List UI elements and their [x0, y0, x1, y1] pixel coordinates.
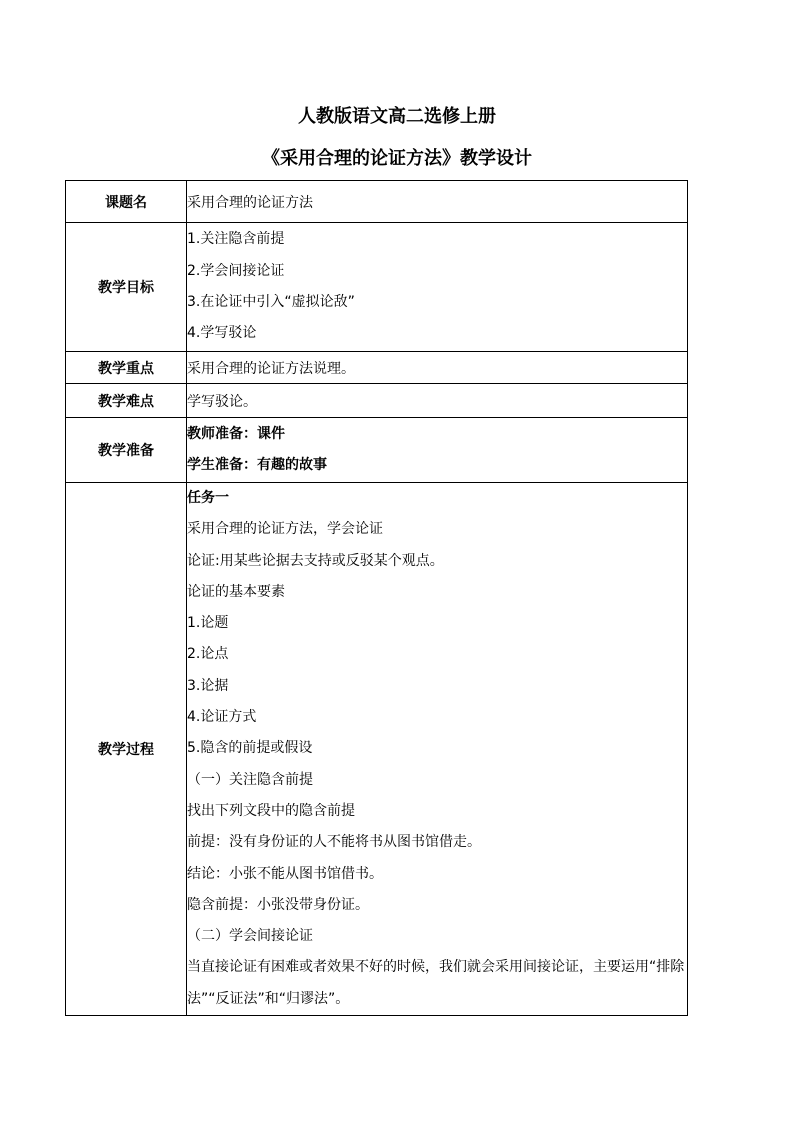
lesson-plan-table: [65, 180, 688, 1016]
label-difficulty: 教学难点: [66, 384, 187, 418]
process-line: 前提：没有身份证的人不能将书从图书馆借走。: [187, 834, 481, 851]
process-line: 论证:用某些论据去支持或反驳某个观点。: [187, 552, 444, 569]
process-line: 结论：小张不能从图书馆借书。: [187, 865, 383, 882]
value-process: [187, 483, 688, 1016]
label-goals: 教学目标: [66, 223, 187, 352]
process-line: 采用合理的论证方法，学会论证: [187, 521, 383, 538]
document-subtitle: 《采用合理的论证方法》教学设计: [262, 148, 532, 169]
table-row-difficulty: [66, 384, 688, 418]
goal-item: 4.学写驳论: [187, 325, 257, 342]
label-process: 教学过程: [66, 483, 187, 1016]
process-line: 找出下列文段中的隐含前提: [187, 802, 355, 819]
value-key-point: 采用合理的论证方法说理。: [187, 352, 688, 384]
process-line: 5.隐含的前提或假设: [187, 740, 313, 757]
table-row-key-point: [66, 352, 688, 384]
goal-item: 3.在论证中引入“虚拟论敌”: [187, 294, 355, 310]
label-key-point: 教学重点: [66, 352, 187, 384]
process-line: 3.论据: [187, 677, 229, 694]
table-row-topic: [66, 181, 688, 223]
process-line: （二）学会间接论证: [187, 928, 313, 945]
process-line: 论证的基本要素: [187, 583, 285, 600]
document-title: 人教版语文高二选修上册: [298, 106, 496, 127]
process-line: 2.论点: [187, 646, 229, 663]
label-topic: 课题名: [66, 181, 187, 223]
value-goals: [187, 223, 688, 352]
label-preparation: 教学准备: [66, 418, 187, 483]
table-row-goals: [66, 223, 688, 352]
teacher-preparation: 教师准备：课件: [187, 425, 285, 442]
goal-item: 2.学会间接论证: [187, 262, 285, 279]
process-paragraph: 当直接论证有困难或者效果不好的时候，我们就会采用间接论证，主要运用“排除法”“反证法”和“归谬法”。: [187, 959, 685, 1007]
value-preparation: [187, 418, 688, 483]
table-row-process: [66, 483, 688, 1016]
process-line: 1.论题: [187, 615, 229, 632]
process-line: 4.论证方式: [187, 709, 257, 726]
goal-item: 1.关注隐含前提: [187, 231, 285, 248]
value-difficulty: 学写驳论。: [187, 384, 688, 418]
value-topic: 采用合理的论证方法: [187, 181, 688, 223]
process-line: （一）关注隐含前提: [187, 771, 313, 788]
table-row-preparation: [66, 418, 688, 483]
student-preparation: 学生准备：有趣的故事: [187, 457, 327, 473]
task-title: 任务一: [187, 490, 229, 506]
process-line: 隐含前提：小张没带身份证。: [187, 896, 369, 913]
